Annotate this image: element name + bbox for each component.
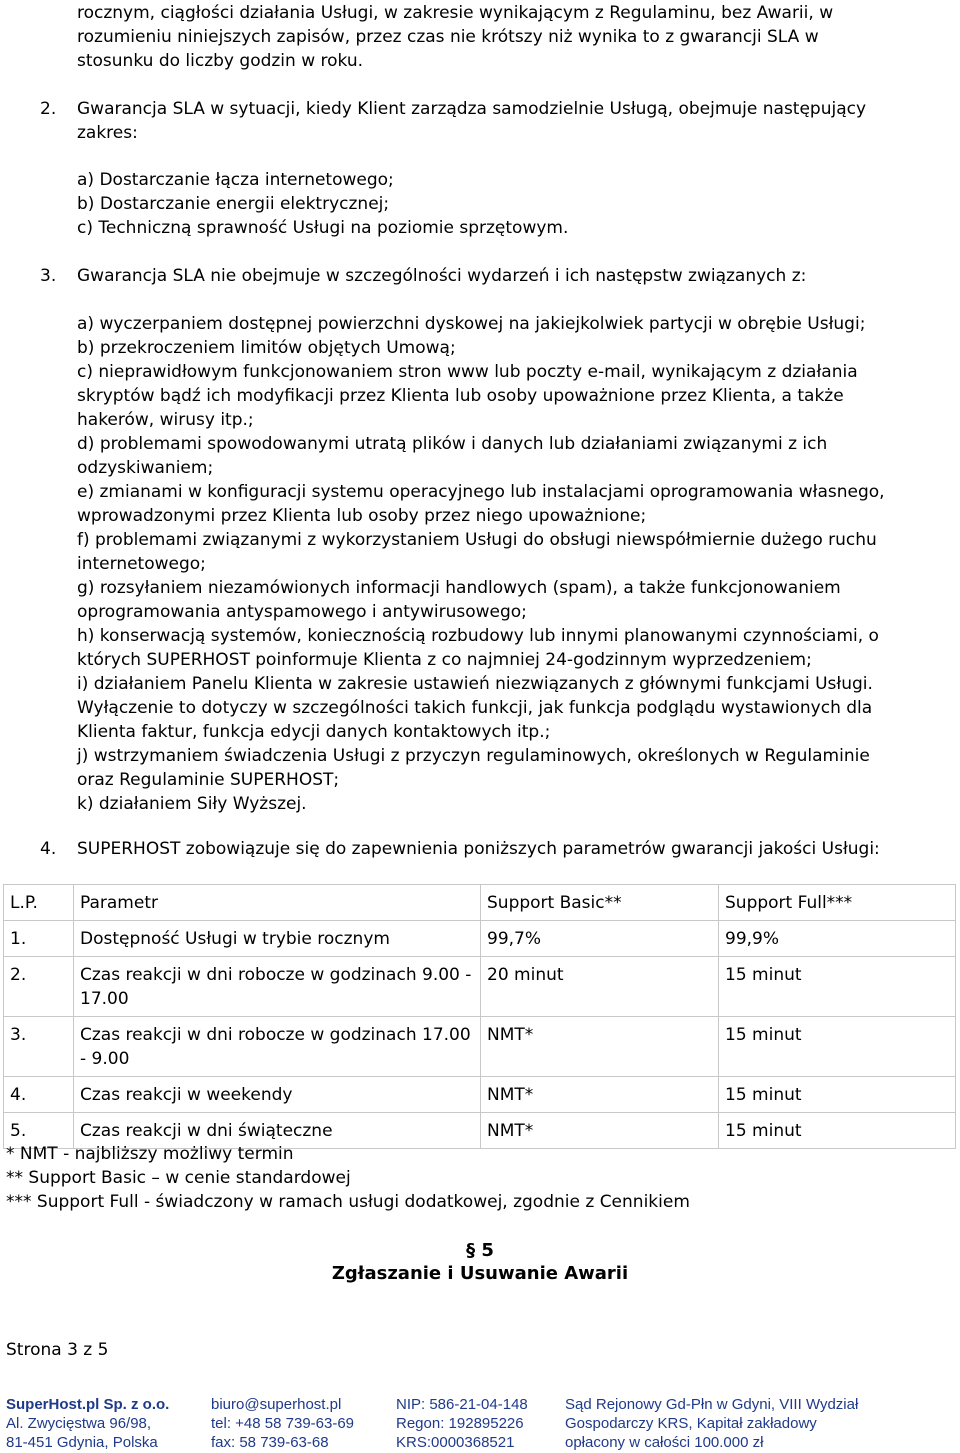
table-cell: Czas reakcji w dni robocze w godzinach 17.00 - 9.00 bbox=[74, 1017, 481, 1077]
table-header-row bbox=[4, 885, 956, 921]
table-cell: 99,7% bbox=[481, 921, 719, 957]
footer-company-column bbox=[6, 1395, 169, 1452]
intro-paragraph bbox=[77, 1, 907, 73]
table-cell: 1. bbox=[4, 921, 74, 957]
company-footer bbox=[0, 1395, 960, 1453]
section-title: Zgłaszanie i Usuwanie Awarii bbox=[331, 1263, 629, 1284]
point-2-list bbox=[77, 168, 907, 240]
list-item: b) Dostarczanie energii elektrycznej; bbox=[77, 194, 390, 214]
list-item: j) wstrzymaniem świadczenia Usługi z przyczyn regulaminowych, określonych w Regulaminie oraz Regulaminie SUPERHOST; bbox=[77, 746, 870, 790]
point-2-line: Gwarancja SLA w sytuacji, kiedy Klient zarządza samodzielnie Usługą, obejmuje następujący bbox=[77, 99, 867, 119]
list-item: g) rozsyłaniem niezamówionych informacji handlowych (spam), a także funkcjonowaniem oprogramowania antyspamowego i antywirusowego; bbox=[77, 578, 841, 622]
footer-address-line: Al. Zwycięstwa 96/98, bbox=[6, 1415, 152, 1432]
list-item: c) Techniczną sprawność Usługi na poziomie sprzętowym. bbox=[77, 218, 569, 238]
table-cell: 2. bbox=[4, 957, 74, 1017]
footer-email: biuro@superhost.pl bbox=[211, 1396, 342, 1413]
list-item: a) Dostarczanie łącza internetowego; bbox=[77, 170, 394, 190]
section-number: § 5 bbox=[466, 1240, 494, 1261]
list-item: c) nieprawidłowym funkcjonowaniem stron www lub poczty e-mail, wynikającym z działania skryptów bądź ich modyfikacji przez Klienta lub osoby upoważnione przez Klienta, a także hakerów, wirusy itp.; bbox=[77, 362, 858, 430]
footer-court-line: Sąd Rejonowy Gd-Płn w Gdyni, VIII Wydział bbox=[565, 1396, 859, 1413]
list-item: i) działaniem Panelu Klienta w zakresie ustawień niezwiązanych z głównymi funkcjami Usługi. Wyłączenie to dotyczy w szczególności takich funkcji, jak funkcja podglądu wystawionych dla Klienta faktur, funkcja edycji danych kontaktowych itp.; bbox=[77, 674, 873, 742]
list-item: k) działaniem Siły Wyższej. bbox=[77, 794, 307, 814]
list-item: e) zmianami w konfiguracji systemu operacyjnego lub instalacjami oprogramowania własnego, wprowadzonymi przez Klienta lub osoby przez niego upoważnione; bbox=[77, 482, 885, 526]
table-cell: NMT* bbox=[481, 1017, 719, 1077]
table-cell: Czas reakcji w dni świąteczne bbox=[74, 1113, 481, 1149]
table-cell: Czas reakcji w dni robocze w godzinach 9.00 - 17.00 bbox=[74, 957, 481, 1017]
section-heading bbox=[0, 1239, 960, 1285]
point-number: 2. bbox=[40, 99, 57, 119]
table-cell: NMT* bbox=[481, 1113, 719, 1149]
table-row bbox=[4, 921, 956, 957]
point-2-line: zakres: bbox=[77, 123, 138, 143]
table-cell: NMT* bbox=[481, 1077, 719, 1113]
table-cell: 15 minut bbox=[719, 1113, 956, 1149]
footer-nip: NIP: 586-21-04-148 bbox=[396, 1396, 528, 1413]
point-number: 3. bbox=[40, 266, 57, 286]
table-cell: 20 minut bbox=[481, 957, 719, 1017]
intro-line: rocznym, ciągłości działania Usługi, w zakresie wynikającym z Regulaminu, bez Awarii, w bbox=[77, 3, 834, 23]
footer-company-name: SuperHost.pl Sp. z o.o. bbox=[6, 1396, 170, 1413]
list-item: d) problemami spowodowanymi utratą plików i danych lub działaniami związanymi z ich odzyskiwaniem; bbox=[77, 434, 828, 478]
table-cell: Dostępność Usługi w trybie rocznym bbox=[74, 921, 481, 957]
list-item: h) konserwacją systemów, koniecznością rozbudowy lub innymi planowanymi czynnościami, o których SUPERHOST poinformuje Klienta z co najmniej 24-godzinnym wyprzedzeniem; bbox=[77, 626, 879, 670]
point-3-list bbox=[77, 312, 903, 816]
footnote: *** Support Full - świadczony w ramach usługi dodatkowej, zgodnie z Cennikiem bbox=[6, 1192, 690, 1212]
table-row bbox=[4, 1017, 956, 1077]
table-header-cell: Parametr bbox=[74, 885, 481, 921]
footer-phone: tel: +48 58 739-63-69 bbox=[211, 1415, 355, 1432]
table-cell: 15 minut bbox=[719, 957, 956, 1017]
footer-court-line: Gospodarczy KRS, Kapitał zakładowy bbox=[565, 1415, 817, 1432]
footer-registration-column bbox=[396, 1395, 528, 1452]
list-item: a) wyczerpaniem dostępnej powierzchni dyskowej na jakiejkolwiek partycji w obrębie Usługi; bbox=[77, 314, 866, 334]
intro-line: rozumieniu niniejszych zapisów, przez czas nie krótszy niż wynika to z gwarancji SLA w bbox=[77, 27, 819, 47]
point-4-text: SUPERHOST zobowiązuje się do zapewnienia poniższych parametrów gwarancji jakości Usługi: bbox=[77, 839, 880, 859]
footer-court-line: opłacony w całości 100.000 zł bbox=[565, 1434, 764, 1451]
footer-address-line: 81-451 Gdynia, Polska bbox=[6, 1434, 158, 1451]
sla-parameters-table bbox=[3, 884, 956, 1149]
table-row bbox=[4, 1077, 956, 1113]
footer-fax: fax: 58 739-63-68 bbox=[211, 1434, 329, 1451]
point-3-text: Gwarancja SLA nie obejmuje w szczególności wydarzeń i ich następstw związanych z: bbox=[77, 266, 807, 286]
table-cell: Czas reakcji w weekendy bbox=[74, 1077, 481, 1113]
point-number: 4. bbox=[40, 839, 57, 859]
footnote: ** Support Basic – w cenie standardowej bbox=[6, 1168, 351, 1188]
table-cell: 15 minut bbox=[719, 1077, 956, 1113]
table-footnotes bbox=[6, 1142, 690, 1214]
table-header-cell: L.P. bbox=[4, 885, 74, 921]
page-number: Strona 3 z 5 bbox=[6, 1340, 109, 1360]
footnote: * NMT - najbliższy możliwy termin bbox=[6, 1144, 294, 1164]
intro-line: stosunku do liczby godzin w roku. bbox=[77, 51, 364, 71]
footer-krs: KRS:0000368521 bbox=[396, 1434, 515, 1451]
footer-court-column bbox=[565, 1395, 858, 1452]
table-cell: 3. bbox=[4, 1017, 74, 1077]
table-header-cell: Support Full*** bbox=[719, 885, 956, 921]
footer-regon: Regon: 192895226 bbox=[396, 1415, 524, 1432]
list-item: b) przekroczeniem limitów objętych Umową; bbox=[77, 338, 456, 358]
table-header-cell: Support Basic** bbox=[481, 885, 719, 921]
table-cell: 99,9% bbox=[719, 921, 956, 957]
point-2-text bbox=[77, 97, 907, 145]
table-cell: 15 minut bbox=[719, 1017, 956, 1077]
list-item: f) problemami związanymi z wykorzystaniem Usługi do obsługi niewspółmiernie dużego ruchu internetowego; bbox=[77, 530, 877, 574]
footer-contact-column bbox=[211, 1395, 354, 1452]
table-row bbox=[4, 957, 956, 1017]
table-cell: 5. bbox=[4, 1113, 74, 1149]
table-cell: 4. bbox=[4, 1077, 74, 1113]
